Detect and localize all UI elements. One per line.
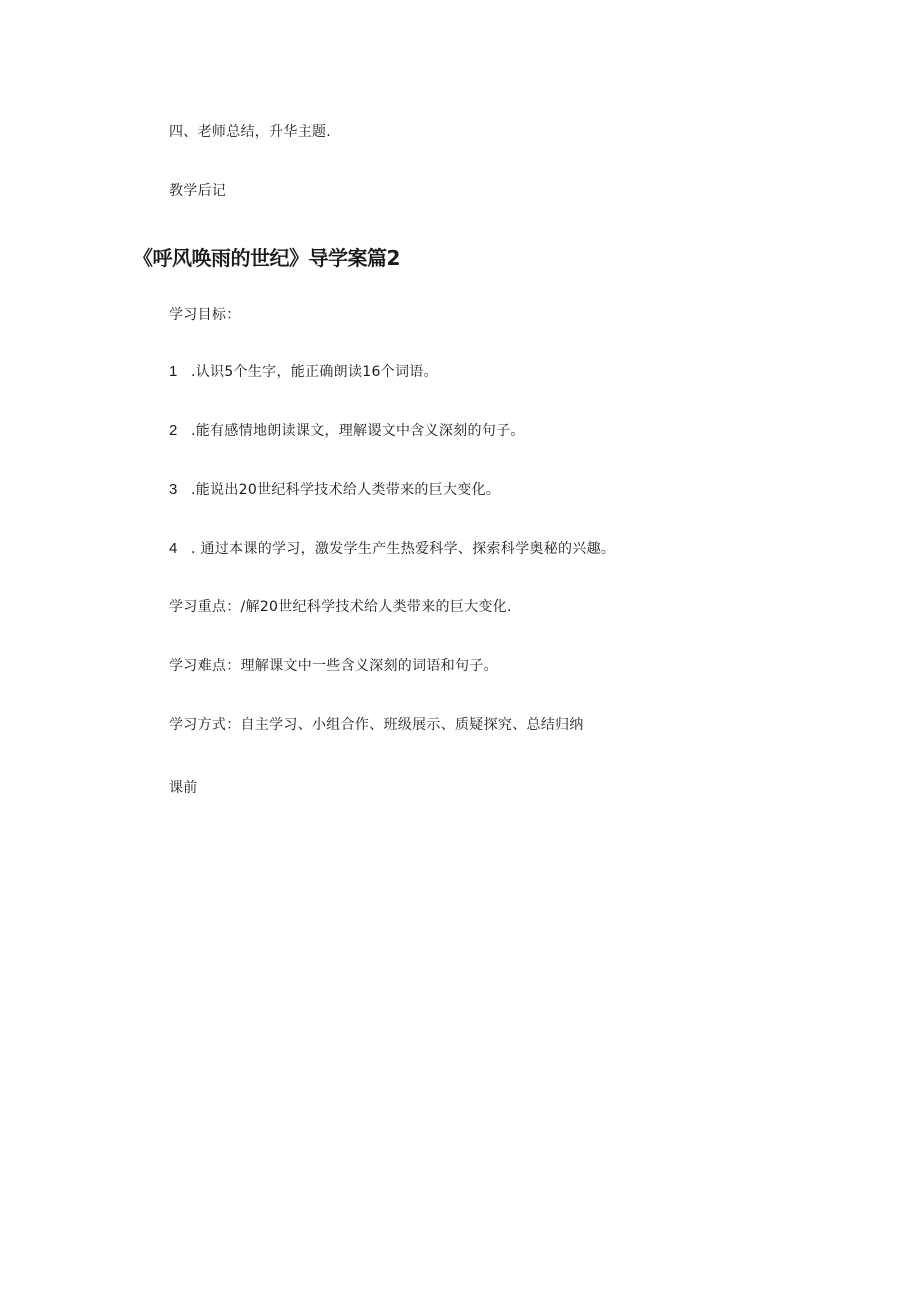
method-line: 学习方式：自主学习、小组合作、班级展示、质疑探究、总结归纳	[169, 717, 584, 733]
key-point-line: 学习重点：/解20世纪科学技术给人类带来的巨大变化.	[169, 599, 512, 615]
goal-text: .能有感情地朗读课文，理解谡文中含义深刻的句子。	[191, 423, 525, 439]
goal-text: .能说出20世纪科学技术给人类带来的巨大变化。	[191, 482, 501, 498]
goal-item-1	[169, 362, 438, 382]
goal-number: 4	[169, 540, 178, 557]
teaching-notes-line: 教学后记	[169, 183, 227, 199]
goal-text: .认识5个生字，能正确朗读16个词语。	[191, 364, 438, 380]
goal-item-3	[169, 480, 500, 500]
goals-label: 学习目标：	[169, 307, 241, 323]
goal-item-4	[169, 539, 615, 559]
goal-number: 1	[169, 363, 178, 380]
summary-line: 四、老师总结，升华主题.	[169, 124, 332, 140]
section-heading: 《呼风唤雨的世纪》导学案篇2	[133, 246, 400, 270]
goal-number: 3	[169, 481, 178, 498]
pre-class-line: 课前	[169, 780, 198, 796]
difficulty-line: 学习难点：理解课文中一些含义深刻的词语和句子。	[169, 658, 498, 674]
goal-text: . 通过本课的学习，激发学生产生热爱科学、探索科学奥秘的兴趣。	[191, 541, 616, 557]
goal-number: 2	[169, 422, 178, 439]
goal-item-2	[169, 421, 525, 441]
